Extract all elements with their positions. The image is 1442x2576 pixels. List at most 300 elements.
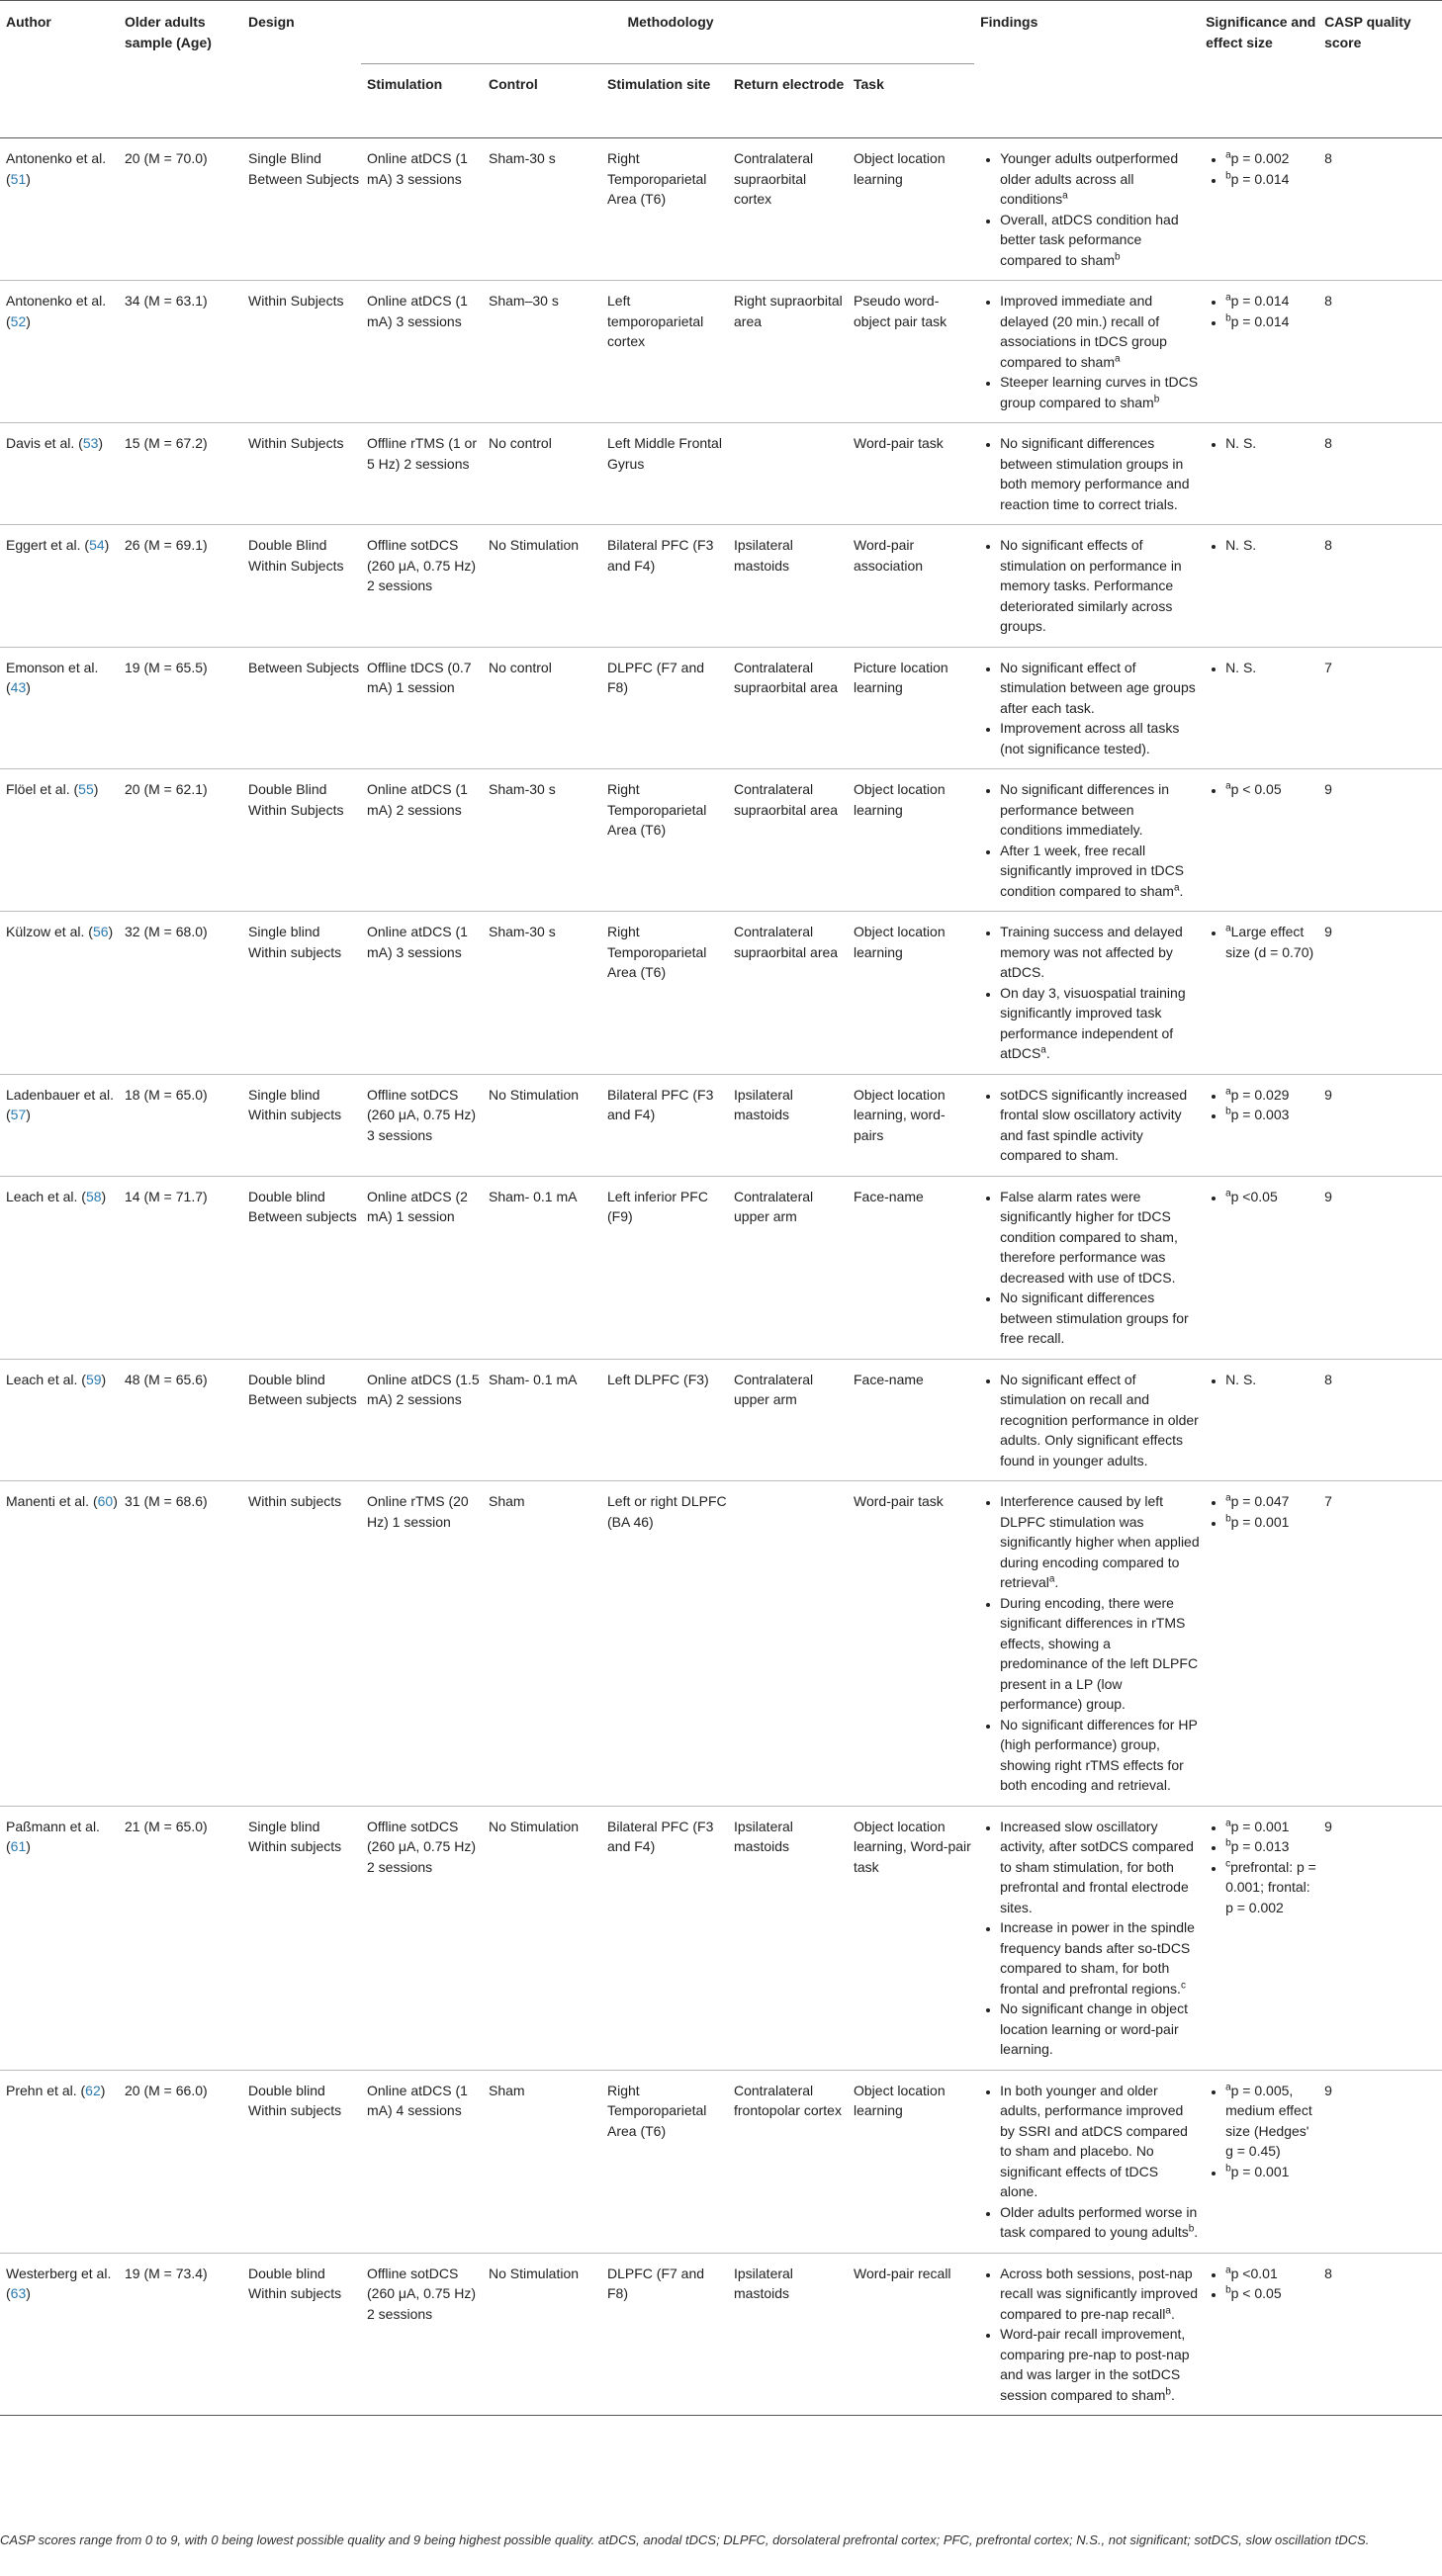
cell-task: Picture location learning [848, 647, 974, 769]
finding-item [1000, 779, 1200, 841]
cell-task: Face-name [848, 1359, 974, 1481]
significance-item [1225, 311, 1318, 332]
cell-author: Antonenko et al. (52) [0, 281, 119, 423]
significance-footnote-mark: a [1225, 2081, 1231, 2092]
finding-footnote-mark: b [1188, 2223, 1195, 2235]
reference-link[interactable]: 63 [10, 2285, 27, 2301]
finding-footnote-mark: a [1165, 2304, 1171, 2316]
author-name: Manenti et al. [6, 1493, 90, 1509]
significance-item [1225, 535, 1318, 556]
significance-footnote-mark: a [1225, 292, 1231, 304]
cell-stimulation: Online atDCS (1 mA) 4 sessions [361, 2070, 483, 2253]
cell-stimulation: Online atDCS (1.5 mA) 2 sessions [361, 1359, 483, 1481]
cell-design: Single blind Within subjects [242, 912, 361, 1075]
cell-casp-score: 7 [1318, 1481, 1442, 1807]
cell-design: Within Subjects [242, 281, 361, 423]
cell-control: No Stimulation [483, 525, 601, 648]
cell-design: Within subjects [242, 1481, 361, 1807]
finding-footnote-mark: a [1173, 881, 1180, 893]
cell-site: Left Middle Frontal Gyrus [601, 423, 728, 525]
cell-findings [974, 281, 1200, 423]
cell-task: Word-pair task [848, 423, 974, 525]
cell-findings [974, 2070, 1200, 2253]
finding-item [1000, 1999, 1200, 2060]
cell-findings [974, 912, 1200, 1075]
significance-footnote-mark: c [1225, 1857, 1231, 1869]
cell-significance [1200, 1806, 1318, 2070]
finding-text: Increase in power in the spindle frequency bands after so-tDCS compared to sham, for both frontal and prefrontal regions. [1000, 1919, 1195, 1997]
header-return-electrode: Return electrode [728, 64, 848, 138]
significance-footnote-mark: b [1225, 1837, 1231, 1849]
cell-author: Emonson et al. (43) [0, 647, 119, 769]
significance-text: N. S. [1225, 1371, 1257, 1387]
significance-text: p = 0.003 [1230, 1107, 1290, 1122]
reference-link[interactable]: 58 [85, 1188, 102, 1204]
cell-stimulation: Offline rTMS (1 or 5 Hz) 2 sessions [361, 423, 483, 525]
findings-list [980, 1370, 1200, 1471]
cell-task: Object location learning [848, 912, 974, 1075]
significance-list [1206, 779, 1318, 800]
cell-casp-score: 9 [1318, 2070, 1442, 2253]
finding-punct: . [1170, 2386, 1175, 2403]
author-name: Westerberg et al. [6, 2265, 112, 2281]
finding-item [1000, 718, 1200, 758]
cell-sample: 48 (M = 65.6) [119, 1359, 242, 1481]
cell-control: No control [483, 423, 601, 525]
findings-list [980, 2264, 1200, 2406]
finding-text: Improved immediate and delayed (20 min.) recall of associations in tDCS group compared to sham [1000, 293, 1167, 370]
finding-item [1000, 433, 1200, 514]
significance-text: p = 0.014 [1230, 312, 1290, 329]
finding-item [1000, 1187, 1200, 1288]
significance-footnote-mark: a [1225, 923, 1231, 934]
cell-significance [1200, 1176, 1318, 1359]
cell-site: Left temporoparietal cortex [601, 281, 728, 423]
cell-findings [974, 423, 1200, 525]
author-name: Antonenko et al. [6, 150, 107, 166]
header-methodology: Methodology [361, 1, 974, 64]
table-row [0, 1074, 1442, 1176]
table-row [0, 1176, 1442, 1359]
findings-list [980, 291, 1200, 412]
cell-design: Single blind Within subjects [242, 1806, 361, 2070]
cell-casp-score: 9 [1318, 912, 1442, 1075]
cell-site: Right Temporoparietal Area (T6) [601, 2070, 728, 2253]
significance-text: Large effect size (d = 0.70) [1225, 924, 1314, 960]
significance-item [1225, 2264, 1318, 2284]
finding-item [1000, 2324, 1200, 2405]
significance-item [1225, 1187, 1318, 1207]
cell-stimulation: Online atDCS (1 mA) 2 sessions [361, 769, 483, 912]
cell-design: Double blind Between subjects [242, 1359, 361, 1481]
table-body [0, 138, 1442, 2416]
significance-footnote-mark: a [1225, 1085, 1231, 1097]
author-name: Külzow et al. [6, 924, 85, 939]
reference-link[interactable]: 52 [10, 312, 27, 329]
header-author: Author [0, 1, 119, 138]
cell-return: Contralateral supraorbital area [728, 769, 848, 912]
cell-findings [974, 138, 1200, 281]
cell-task: Object location learning, Word-pair task [848, 1806, 974, 2070]
cell-design: Double Blind Within Subjects [242, 769, 361, 912]
cell-author: Flöel et al. (55) [0, 769, 119, 912]
significance-text: N. S. [1225, 537, 1257, 553]
cell-design: Single Blind Between Subjects [242, 138, 361, 281]
cell-significance [1200, 2070, 1318, 2253]
cell-control: Sham-30 s [483, 138, 601, 281]
findings-list [980, 1817, 1200, 2060]
cell-casp-score: 9 [1318, 1806, 1442, 2070]
cell-task: Object location learning [848, 138, 974, 281]
cell-author: Eggert et al. (54) [0, 525, 119, 648]
significance-text: prefrontal: p = 0.001; frontal: p = 0.002 [1225, 1858, 1316, 1915]
significance-text: N. S. [1225, 659, 1257, 675]
header-casp: CASP quality score [1318, 1, 1442, 138]
cell-return: Contralateral supraorbital area [728, 647, 848, 769]
finding-text: After 1 week, free recall significantly improved in tDCS condition compared to sham [1000, 842, 1185, 899]
significance-text: p = 0.002 [1230, 150, 1290, 166]
cell-casp-score: 8 [1318, 525, 1442, 648]
significance-text: p < 0.05 [1230, 781, 1282, 797]
cell-findings [974, 1074, 1200, 1176]
significance-item [1225, 1857, 1318, 1918]
cell-return: Ipsilateral mastoids [728, 525, 848, 648]
cell-sample: 20 (M = 62.1) [119, 769, 242, 912]
significance-item [1225, 1085, 1318, 1106]
significance-item [1225, 2081, 1318, 2162]
table-row [0, 423, 1442, 525]
author-name: Eggert et al. [6, 537, 81, 553]
table-row [0, 1806, 1442, 2070]
cell-site: Right Temporoparietal Area (T6) [601, 769, 728, 912]
cell-findings [974, 2253, 1200, 2416]
cell-design: Within Subjects [242, 423, 361, 525]
reference-link[interactable]: 57 [10, 1107, 27, 1122]
finding-item [1000, 2264, 1200, 2325]
findings-list [980, 658, 1200, 759]
cell-author: Ladenbauer et al. (57) [0, 1074, 119, 1176]
cell-return: Contralateral upper arm [728, 1359, 848, 1481]
cell-return: Contralateral upper arm [728, 1176, 848, 1359]
cell-sample: 15 (M = 67.2) [119, 423, 242, 525]
finding-punct: . [1194, 2224, 1199, 2240]
table-row [0, 281, 1442, 423]
significance-footnote-mark: a [1225, 1187, 1231, 1199]
author-name: Leach et al. [6, 1188, 78, 1204]
finding-item [1000, 2202, 1200, 2243]
header-significance: Significance and effect size [1200, 1, 1318, 138]
cell-significance [1200, 912, 1318, 1075]
cell-design: Double Blind Within Subjects [242, 525, 361, 648]
cell-author: Manenti et al. (60) [0, 1481, 119, 1807]
reference-link[interactable]: 55 [78, 781, 94, 797]
reference-link[interactable]: 51 [10, 170, 27, 187]
cell-control: Sham-30 s [483, 769, 601, 912]
cell-casp-score: 9 [1318, 769, 1442, 912]
significance-text: p = 0.005, medium effect size (Hedges' g = 0.45) [1225, 2082, 1312, 2159]
cell-control: No Stimulation [483, 1074, 601, 1176]
cell-return: Contralateral supraorbital cortex [728, 138, 848, 281]
finding-punct: . [1170, 2305, 1175, 2322]
cell-control: No Stimulation [483, 2253, 601, 2416]
significance-list [1206, 658, 1318, 678]
cell-author: Leach et al. (58) [0, 1176, 119, 1359]
cell-return: Ipsilateral mastoids [728, 1074, 848, 1176]
reference-link[interactable]: 60 [97, 1493, 114, 1509]
cell-site: Right Temporoparietal Area (T6) [601, 912, 728, 1075]
significance-list [1206, 922, 1318, 962]
cell-task: Object location learning, word-pairs [848, 1074, 974, 1176]
finding-text: No significant differences between stimulation groups for free recall. [1000, 1289, 1189, 1346]
finding-text: No significant differences for HP (high performance) group, showing right rTMS effects for both encoding and retrieval. [1000, 1716, 1198, 1793]
finding-item [1000, 1817, 1200, 1918]
cell-stimulation: Offline sotDCS (260 μA, 0.75 Hz) 2 sessions [361, 1806, 483, 2070]
significance-list [1206, 291, 1318, 331]
cell-significance [1200, 525, 1318, 648]
cell-author: Paßmann et al. (61) [0, 1806, 119, 2070]
cell-sample: 19 (M = 73.4) [119, 2253, 242, 2416]
significance-footnote-mark: b [1225, 1106, 1231, 1117]
finding-item [1000, 658, 1200, 719]
cell-sample: 21 (M = 65.0) [119, 1806, 242, 2070]
cell-casp-score: 8 [1318, 423, 1442, 525]
reference-link[interactable]: 43 [10, 679, 27, 695]
significance-footnote-mark: a [1225, 2264, 1231, 2275]
significance-footnote-mark: b [1225, 1512, 1231, 1524]
cell-control: Sham- 0.1 mA [483, 1176, 601, 1359]
significance-footnote-mark: b [1225, 2284, 1231, 2296]
finding-text: Steeper learning curves in tDCS group compared to sham [1000, 374, 1199, 410]
cell-findings [974, 769, 1200, 912]
cell-casp-score: 8 [1318, 138, 1442, 281]
finding-text: Across both sessions, post-nap recall was significantly improved compared to pre-nap recall [1000, 2265, 1199, 2322]
significance-list [1206, 1491, 1318, 1532]
cell-task: Pseudo word-object pair task [848, 281, 974, 423]
cell-sample: 26 (M = 69.1) [119, 525, 242, 648]
cell-sample: 34 (M = 63.1) [119, 281, 242, 423]
cell-design: Double blind Within subjects [242, 2253, 361, 2416]
significance-list [1206, 2264, 1318, 2304]
header-sample: Older adults sample (Age) [119, 1, 242, 138]
cell-casp-score: 7 [1318, 647, 1442, 769]
cell-control: Sham–30 s [483, 281, 601, 423]
header-control: Control [483, 64, 601, 138]
reference-link[interactable]: 62 [85, 2082, 101, 2098]
table-footnote: CASP scores range from 0 to 9, with 0 being lowest possible quality and 9 being highest possible quality. atDCS, anodal tDCS; DLPFC, dorsolateral prefrontal cortex; PFC, prefrontal cortex; N.S., not significant; sotDCS, slow oscillation tDCS. [0, 2532, 1370, 2547]
cell-significance [1200, 1074, 1318, 1176]
finding-item [1000, 1491, 1200, 1593]
finding-text: Increased slow oscillatory activity, after sotDCS compared to sham stimulation, for both prefrontal and frontal electrode sites. [1000, 1818, 1194, 1915]
significance-text: p <0.01 [1230, 2265, 1278, 2281]
significance-item [1225, 148, 1318, 169]
finding-item [1000, 1917, 1200, 1999]
cell-control: Sham-30 s [483, 912, 601, 1075]
significance-item [1225, 1370, 1318, 1390]
finding-text: sotDCS significantly increased frontal slow oscillatory activity and fast spindle activity compared to sham. [1000, 1086, 1188, 1163]
cell-stimulation: Offline tDCS (0.7 mA) 1 session [361, 647, 483, 769]
cell-significance [1200, 769, 1318, 912]
cell-return [728, 1481, 848, 1807]
cell-site: Left DLPFC (F3) [601, 1359, 728, 1481]
cell-author: Davis et al. (53) [0, 423, 119, 525]
reference-link[interactable]: 54 [89, 537, 105, 553]
cell-sample: 18 (M = 65.0) [119, 1074, 242, 1176]
finding-footnote-mark: b [1165, 2385, 1171, 2397]
table-row [0, 647, 1442, 769]
cell-casp-score: 9 [1318, 1176, 1442, 1359]
cell-sample: 32 (M = 68.0) [119, 912, 242, 1075]
finding-text: No significant effect of stimulation between age groups after each task. [1000, 659, 1196, 716]
significance-text: N. S. [1225, 435, 1257, 451]
significance-item [1225, 2283, 1318, 2304]
finding-text: No significant effects of stimulation on performance in memory tasks. Performance deteriorated similarly across groups. [1000, 537, 1182, 634]
findings-list [980, 535, 1200, 637]
cell-task: Word-pair recall [848, 2253, 974, 2416]
finding-text: In both younger and older adults, performance improved by SSRI and atDCS compared to sham and placebo. No significant effects of tDCS alone. [1000, 2082, 1188, 2199]
cell-return: Ipsilateral mastoids [728, 1806, 848, 2070]
significance-item [1225, 1105, 1318, 1125]
cell-author: Külzow et al. (56) [0, 912, 119, 1075]
reference-link[interactable]: 53 [82, 435, 99, 451]
finding-item [1000, 1370, 1200, 1471]
cell-findings [974, 1176, 1200, 1359]
significance-item [1225, 2162, 1318, 2182]
finding-text: False alarm rates were significantly higher for tDCS condition compared to sham, therefore performance was decreased with use of tDCS. [1000, 1188, 1178, 1286]
cell-sample: 31 (M = 68.6) [119, 1481, 242, 1807]
table-row [0, 912, 1442, 1075]
cell-casp-score: 8 [1318, 2253, 1442, 2416]
significance-item [1225, 1817, 1318, 1837]
cell-site: Bilateral PFC (F3 and F4) [601, 1806, 728, 2070]
author-name: Paßmann et al. [6, 1818, 100, 1834]
cell-task: Face-name [848, 1176, 974, 1359]
cell-stimulation: Online atDCS (1 mA) 3 sessions [361, 138, 483, 281]
cell-author: Westerberg et al. (63) [0, 2253, 119, 2416]
finding-text: No significant differences between stimulation groups in both memory performance and reaction time to correct trials. [1000, 435, 1190, 512]
cell-findings [974, 525, 1200, 648]
significance-item [1225, 1491, 1318, 1512]
cell-stimulation: Online atDCS (1 mA) 3 sessions [361, 281, 483, 423]
significance-text: p <0.05 [1230, 1188, 1278, 1204]
findings-list [980, 779, 1200, 901]
findings-list [980, 922, 1200, 1064]
header-findings: Findings [974, 1, 1200, 138]
author-name: Ladenbauer et al. [6, 1086, 114, 1103]
significance-text: p = 0.001 [1230, 2163, 1290, 2179]
author-name: Flöel et al. [6, 781, 70, 797]
finding-footnote-mark: b [1115, 250, 1121, 262]
header-stimulation: Stimulation [361, 64, 483, 138]
finding-footnote-mark: a [1115, 352, 1121, 364]
table-row [0, 1359, 1442, 1481]
cell-design: Between Subjects [242, 647, 361, 769]
cell-control: No control [483, 647, 601, 769]
findings-list [980, 1491, 1200, 1796]
finding-footnote-mark: a [1048, 1573, 1055, 1585]
cell-return [728, 423, 848, 525]
cell-control: Sham [483, 1481, 601, 1807]
cell-sample: 20 (M = 70.0) [119, 138, 242, 281]
findings-list [980, 1085, 1200, 1166]
findings-list [980, 433, 1200, 514]
cell-author: Leach et al. (59) [0, 1359, 119, 1481]
findings-list [980, 1187, 1200, 1349]
reference-link[interactable]: 61 [10, 1838, 27, 1854]
cell-site: DLPFC (F7 and F8) [601, 2253, 728, 2416]
significance-text: p = 0.013 [1230, 1838, 1290, 1854]
significance-text: p = 0.029 [1230, 1086, 1290, 1103]
cell-sample: 19 (M = 65.5) [119, 647, 242, 769]
significance-text: p = 0.014 [1230, 293, 1290, 309]
finding-item [1000, 2081, 1200, 2202]
table-row [0, 2253, 1442, 2416]
finding-text: During encoding, there were significant differences in rTMS effects, showing a predominance of the left DLPFC present in a LP (low performance) group. [1000, 1594, 1199, 1712]
cell-control: Sham- 0.1 mA [483, 1359, 601, 1481]
finding-text: Improvement across all tasks (not significance tested). [1000, 720, 1180, 756]
reference-link[interactable]: 56 [92, 924, 109, 939]
finding-text: Older adults performed worse in task compared to young adults [1000, 2203, 1198, 2240]
cell-sample: 14 (M = 71.7) [119, 1176, 242, 1359]
cell-sample: 20 (M = 66.0) [119, 2070, 242, 2253]
cell-stimulation: Online rTMS (20 Hz) 1 session [361, 1481, 483, 1807]
findings-list [980, 148, 1200, 270]
finding-text: No significant differences in performance between conditions immediately. [1000, 781, 1170, 838]
cell-design: Double blind Between subjects [242, 1176, 361, 1359]
cell-task: Word-pair association [848, 525, 974, 648]
table-row [0, 525, 1442, 648]
significance-footnote-mark: a [1225, 780, 1231, 792]
cell-site: Right Temporoparietal Area (T6) [601, 138, 728, 281]
significance-list [1206, 433, 1318, 454]
finding-text: Younger adults outperformed older adults across all conditions [1000, 150, 1179, 207]
significance-list [1206, 1085, 1318, 1125]
table-row [0, 769, 1442, 912]
table-row [0, 2070, 1442, 2253]
author-name: Davis et al. [6, 435, 75, 451]
significance-footnote-mark: b [1225, 311, 1231, 323]
finding-punct: . [1054, 1574, 1059, 1590]
header-task: Task [848, 64, 974, 138]
table-row [0, 1481, 1442, 1807]
finding-item [1000, 983, 1200, 1064]
significance-item [1225, 922, 1318, 962]
reference-link[interactable]: 59 [85, 1371, 102, 1387]
cell-significance [1200, 423, 1318, 525]
significance-text: p = 0.014 [1230, 170, 1290, 187]
cell-site: Bilateral PFC (F3 and F4) [601, 1074, 728, 1176]
cell-findings [974, 1359, 1200, 1481]
significance-list [1206, 148, 1318, 189]
finding-footnote-mark: a [1040, 1044, 1046, 1056]
cell-control: No Stimulation [483, 1806, 601, 2070]
significance-list [1206, 1187, 1318, 1207]
cell-task: Object location learning [848, 769, 974, 912]
cell-site: DLPFC (F7 and F8) [601, 647, 728, 769]
cell-site: Bilateral PFC (F3 and F4) [601, 525, 728, 648]
finding-item [1000, 1288, 1200, 1349]
significance-footnote-mark: b [1225, 169, 1231, 181]
cell-casp-score: 8 [1318, 1359, 1442, 1481]
finding-item [1000, 291, 1200, 372]
finding-text: No significant change in object location learning or word-pair learning. [1000, 2000, 1188, 2057]
finding-item [1000, 1715, 1200, 1796]
findings-list [980, 2081, 1200, 2243]
cell-return: Contralateral frontopolar cortex [728, 2070, 848, 2253]
cell-stimulation: Offline sotDCS (260 μA, 0.75 Hz) 2 sessions [361, 525, 483, 648]
cell-findings [974, 1481, 1200, 1807]
cell-stimulation: Online atDCS (1 mA) 3 sessions [361, 912, 483, 1075]
cell-significance [1200, 1359, 1318, 1481]
